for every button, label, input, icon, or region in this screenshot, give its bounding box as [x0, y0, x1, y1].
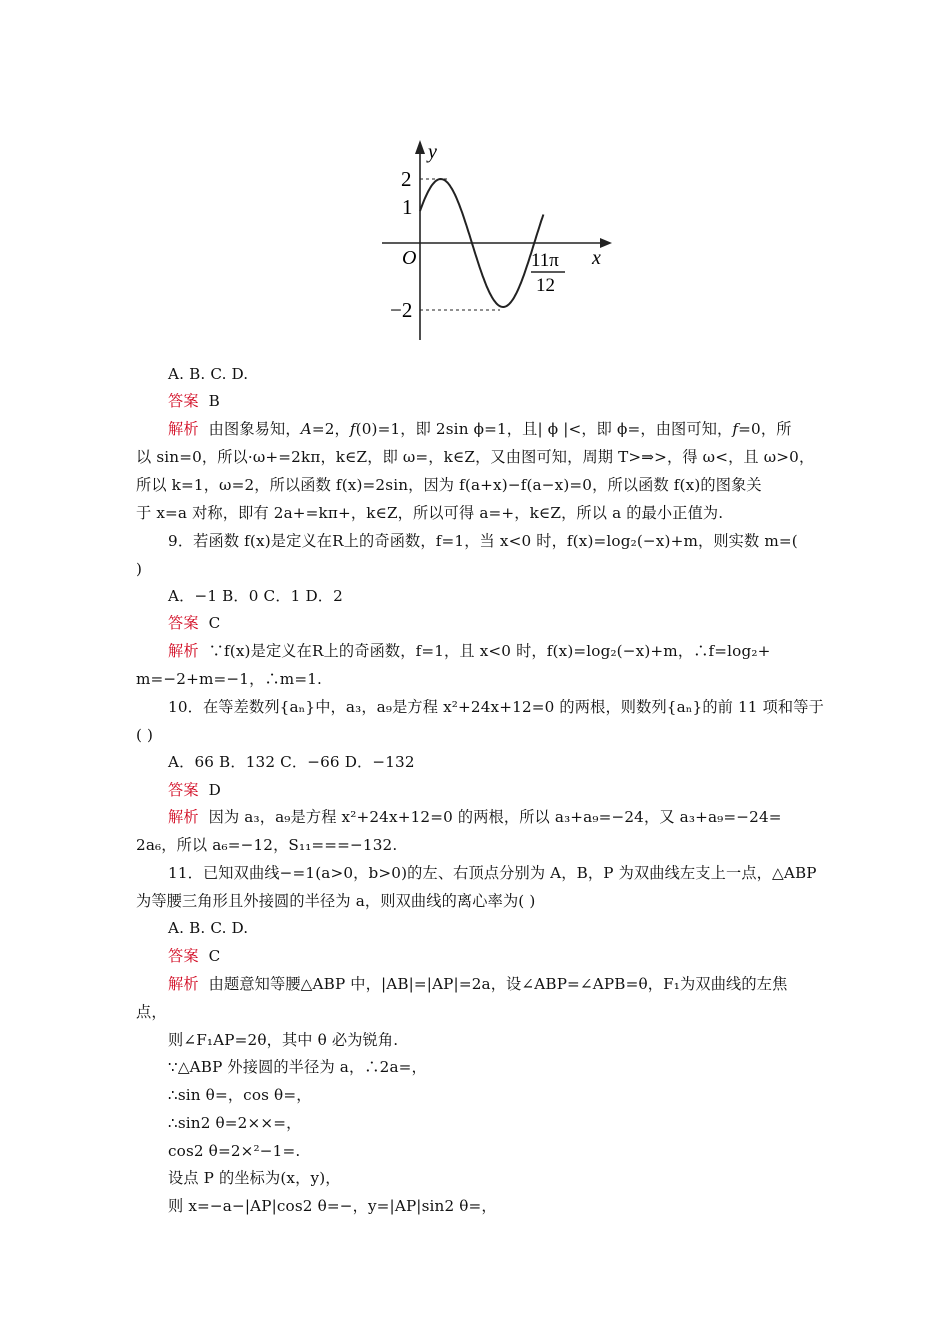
q9-answer-line	[168, 613, 220, 633]
q11-question-line-2: 为等腰三角形且外接圆的半径为 a，则双曲线的离心率为( )	[136, 892, 536, 910]
q11-options: A. B. C. D.	[168, 919, 249, 937]
text-run: f	[349, 420, 356, 438]
q11-explanation-line-4: ∵△ABP 外接圆的半径为 a，∴2a=，	[168, 1058, 427, 1076]
text-run: f	[732, 420, 739, 438]
explanation-label: 解析	[168, 975, 199, 993]
q9-options: A．−1 B．0 C．1 D．2	[168, 587, 343, 605]
q9-explanation-line-2: m=−2+m=−1，∴m=1.	[136, 670, 322, 688]
q11-explanation-line-1	[168, 974, 787, 994]
q10-question-line-1: 10．在等差数列{aₙ}中，a₃，a₉是方程 x²+24x+12=0 的两根，则数列{aₙ}的前 11 项和等于	[168, 698, 824, 716]
q10-explanation-line-2: 2a₆，所以 a₆=−12，S₁₁===−132.	[136, 836, 398, 854]
sine-graph-figure	[368, 126, 616, 354]
q8-answer-line	[168, 391, 220, 411]
q11-explanation-line-7: cos2 θ=2×²−1=.	[168, 1142, 301, 1160]
q11-answer-line	[168, 946, 220, 966]
text-run: ∵f(x)是定义在R上的奇函数，f=1，且 x<0 时，f(x)=log₂(−x)+m，∴f=log₂+	[208, 642, 771, 660]
q9-question-line-1: 9．若函数 f(x)是定义在R上的奇函数，f=1，当 x<0 时，f(x)=log₂(−x)+m，则实数 m=(	[168, 532, 798, 550]
text-run: 由题意知等腰△ABP 中，|AB|=|AP|=2a，设∠ABP=∠APB=θ，F₁为双曲线的左焦	[208, 975, 788, 993]
q10-explanation-line-1	[168, 807, 782, 827]
text-run: A	[300, 420, 312, 438]
x-axis-label: x	[592, 247, 601, 269]
answer-label: 答案	[168, 947, 199, 965]
explanation-label: 解析	[168, 808, 199, 826]
x-tick-numerator: 11π	[531, 250, 559, 271]
text-run: =2，	[311, 420, 350, 438]
answer-label: 答案	[168, 392, 199, 410]
text-run: 因为 a₃，a₉是方程 x²+24x+12=0 的两根，所以 a₃+a₉=−24，又 a₃+a₉=−24=	[208, 808, 782, 826]
q9-question-line-2: )	[136, 560, 143, 578]
q8-explanation-line-1	[168, 419, 792, 439]
q11-explanation-line-2: 点，	[136, 1003, 167, 1021]
q11-explanation-line-8: 设点 P 的坐标为(x，y)，	[168, 1169, 341, 1187]
answer-value: C	[208, 947, 221, 965]
q8-explanation-line-3: 所以 k=1，ω=2，所以函数 f(x)=2sin，因为 f(a+x)−f(a−x)=0，所以函数 f(x)的图象关	[136, 476, 762, 494]
answer-value: C	[208, 614, 221, 632]
answer-label: 答案	[168, 614, 199, 632]
q11-question-line-1: 11．已知双曲线−=1(a>0，b>0)的左、右顶点分别为 A，B，P 为双曲线左支上一点，△ABP	[168, 864, 817, 882]
q8-options: A. B. C. D.	[168, 365, 249, 383]
q9-explanation-line-1	[168, 641, 770, 661]
tick-label-neg2: −2	[390, 298, 413, 322]
tick-label-1: 1	[402, 195, 413, 219]
q10-answer-line	[168, 780, 221, 800]
explanation-label: 解析	[168, 420, 199, 438]
origin-label: O	[402, 247, 417, 269]
text-run: 由图象易知，	[208, 420, 301, 438]
tick-label-2: 2	[401, 167, 412, 191]
q11-explanation-line-3: 则∠F₁AP=2θ，其中 θ 必为锐角.	[168, 1031, 399, 1049]
q10-options: A．66 B．132 C．−66 D．−132	[168, 753, 415, 771]
answer-label: 答案	[168, 781, 199, 799]
text-run: (0)=1，即 2sin ϕ=1，且| ϕ |<，即 ϕ=，由图可知，	[355, 420, 733, 438]
q11-explanation-line-6: ∴sin2 θ=2××=，	[168, 1114, 302, 1132]
answer-value: D	[208, 781, 221, 799]
explanation-label: 解析	[168, 642, 199, 660]
text-run: =0，所	[738, 420, 792, 438]
answer-value: B	[208, 392, 220, 410]
q11-explanation-line-9: 则 x=−a−|AP|cos2 θ=−，y=|AP|sin2 θ=，	[168, 1197, 497, 1215]
q8-explanation-line-2: 以 sin=0，所以·ω+=2kπ，k∈Z，即 ω=，k∈Z，又由图可知，周期 T>⇒>，得 ω<，且 ω>0，	[136, 448, 815, 466]
q10-question-line-2: ( )	[136, 726, 154, 744]
q11-explanation-line-5: ∴sin θ=，cos θ=，	[168, 1086, 312, 1104]
x-tick-denominator: 12	[536, 275, 555, 296]
y-axis-label: y	[428, 141, 437, 163]
q8-explanation-line-4: 于 x=a 对称，即有 2a+=kπ+，k∈Z，所以可得 a=+，k∈Z，所以 a 的最小正值为.	[136, 504, 724, 522]
